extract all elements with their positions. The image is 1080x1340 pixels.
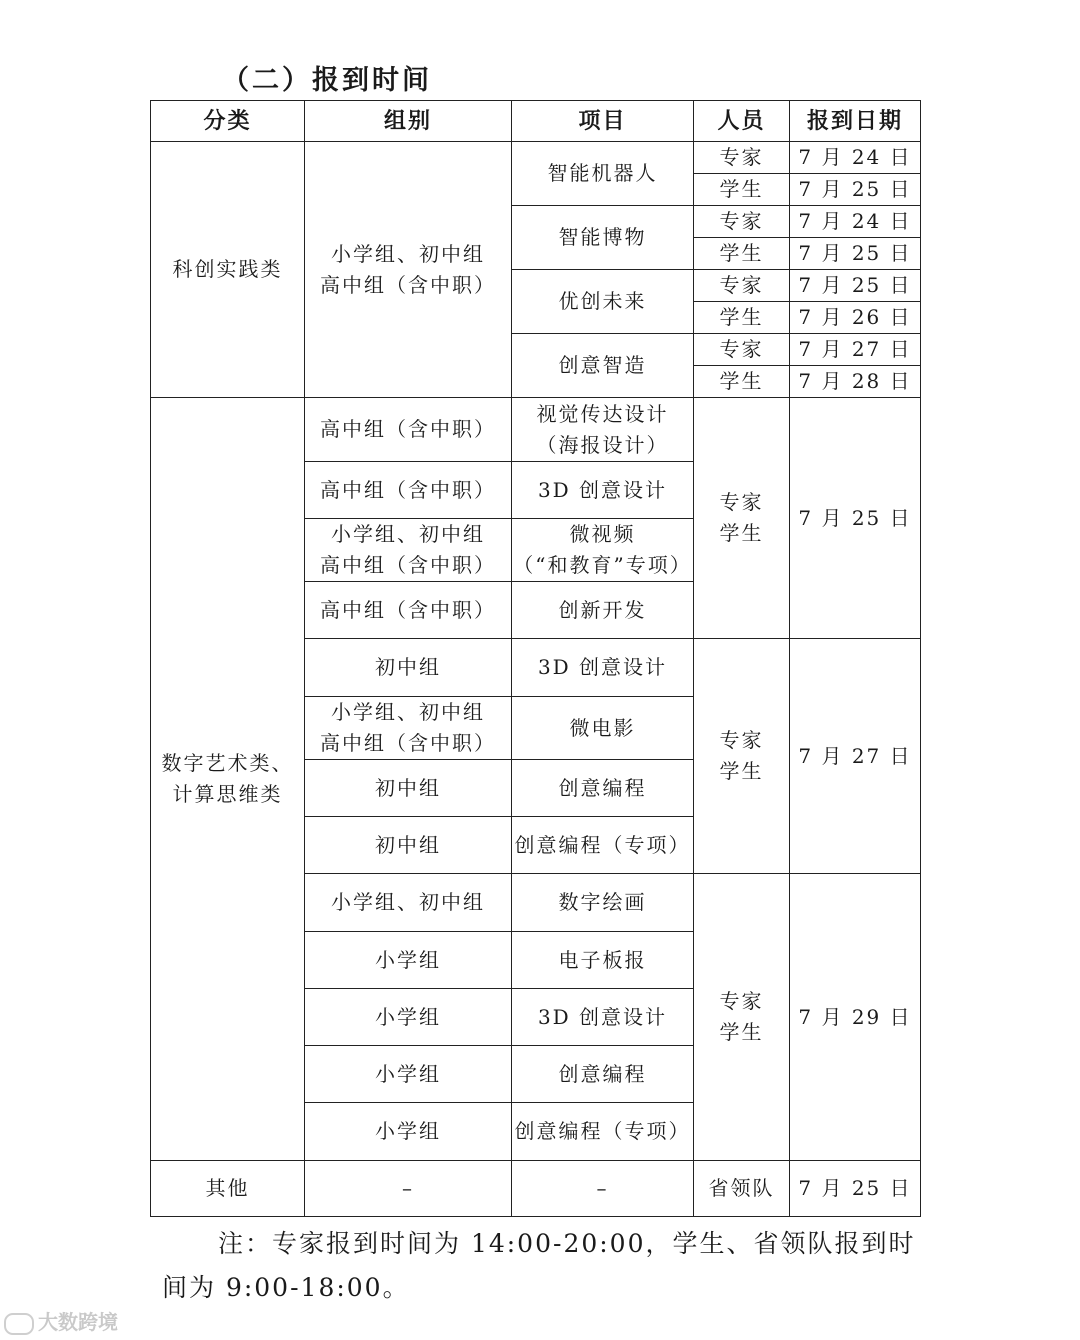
person-cell: 省领队	[694, 1161, 790, 1217]
item-line: （“和教育”专项）	[513, 553, 692, 577]
group-cell: 高中组（含中职）	[305, 462, 512, 519]
date-cell: 7 月 27 日	[790, 639, 921, 874]
date-cell: 7 月 25 日	[790, 1161, 921, 1217]
group-cell: 高中组（含中职）	[305, 398, 512, 462]
registration-schedule-table	[150, 100, 921, 1217]
table-header-row	[151, 101, 921, 142]
group-line: 小学组、初中组	[331, 700, 485, 724]
note-paragraph	[162, 1222, 922, 1310]
date-cell: 7 月 25 日	[790, 398, 921, 639]
item-cell	[512, 398, 694, 462]
date-cell: 7 月 25 日	[790, 238, 921, 270]
group-line: 高中组（含中职）	[320, 731, 496, 755]
item-line: （海报设计）	[536, 432, 669, 457]
category-cell: 其他	[151, 1161, 305, 1217]
group-cell: 高中组（含中职）	[305, 582, 512, 639]
group-cell	[305, 697, 512, 760]
item-cell: 智能机器人	[512, 142, 694, 206]
person-line: 学生	[719, 521, 764, 545]
category-line: 数字艺术类、	[161, 751, 294, 775]
person-cell: 专家	[694, 270, 790, 302]
watermark-text: 大数跨境	[38, 1310, 118, 1334]
item-cell: –	[512, 1161, 694, 1217]
group-cell: 初中组	[305, 817, 512, 874]
date-cell: 7 月 24 日	[790, 142, 921, 174]
item-cell: 数字绘画	[512, 874, 694, 932]
header-person: 人员	[694, 101, 790, 142]
person-cell: 专家	[694, 142, 790, 174]
item-cell: 创意智造	[512, 334, 694, 398]
date-cell: 7 月 29 日	[790, 874, 921, 1161]
person-line: 专家	[719, 490, 764, 514]
person-cell: 学生	[694, 238, 790, 270]
item-cell: 优创未来	[512, 270, 694, 334]
group-cell: –	[305, 1161, 512, 1217]
group-line: 小学组、初中组	[331, 522, 485, 546]
person-cell: 学生	[694, 302, 790, 334]
category-line: 计算思维类	[172, 782, 283, 806]
person-cell: 学生	[694, 366, 790, 398]
date-cell: 7 月 28 日	[790, 366, 921, 398]
person-line: 学生	[719, 1020, 764, 1044]
category-cell: 科创实践类	[151, 142, 305, 398]
person-cell: 专家	[694, 334, 790, 366]
item-line: 微视频	[569, 522, 636, 546]
item-cell	[512, 519, 694, 582]
header-item: 项目	[512, 101, 694, 142]
person-cell	[694, 639, 790, 874]
header-category: 分类	[151, 101, 305, 142]
person-cell: 学生	[694, 174, 790, 206]
note-line-1: 注：专家报到时间为 14:00-20:00，学生、省领队报到时	[218, 1229, 916, 1258]
group-line: 小学组、初中组	[331, 241, 485, 266]
item-cell: 创新开发	[512, 582, 694, 639]
category-cell	[151, 398, 305, 1161]
item-cell: 3D 创意设计	[512, 639, 694, 697]
group-cell	[305, 142, 512, 398]
group-cell: 初中组	[305, 760, 512, 817]
date-cell: 7 月 24 日	[790, 206, 921, 238]
table-row	[151, 142, 921, 174]
watermark-logo-icon	[4, 1313, 34, 1335]
section-title: （二）报到时间	[222, 65, 432, 96]
watermark	[4, 1306, 118, 1335]
date-cell: 7 月 25 日	[790, 174, 921, 206]
date-cell: 7 月 26 日	[790, 302, 921, 334]
item-cell: 创意编程	[512, 1046, 694, 1103]
person-line: 专家	[719, 989, 764, 1013]
item-line: 视觉传达设计	[536, 401, 669, 426]
item-cell: 微电影	[512, 697, 694, 760]
header-date: 报到日期	[790, 101, 921, 142]
item-cell: 电子板报	[512, 932, 694, 989]
person-cell	[694, 874, 790, 1161]
group-cell: 小学组、初中组	[305, 874, 512, 932]
item-cell: 智能博物	[512, 206, 694, 270]
group-line: 高中组（含中职）	[320, 553, 496, 577]
person-line: 专家	[719, 728, 764, 752]
group-cell: 小学组	[305, 1046, 512, 1103]
table-row	[151, 1161, 921, 1217]
group-cell: 小学组	[305, 1103, 512, 1161]
person-cell	[694, 398, 790, 639]
header-group: 组别	[305, 101, 512, 142]
item-cell: 3D 创意设计	[512, 462, 694, 519]
date-cell: 7 月 25 日	[790, 270, 921, 302]
date-cell: 7 月 27 日	[790, 334, 921, 366]
person-cell: 专家	[694, 206, 790, 238]
person-line: 学生	[719, 759, 764, 783]
item-cell: 创意编程	[512, 760, 694, 817]
group-cell	[305, 519, 512, 582]
table-row	[151, 398, 921, 462]
item-cell: 创意编程（专项）	[512, 817, 694, 874]
item-cell: 3D 创意设计	[512, 989, 694, 1046]
group-cell: 小学组	[305, 932, 512, 989]
group-cell: 初中组	[305, 639, 512, 697]
item-cell: 创意编程（专项）	[512, 1103, 694, 1161]
group-cell: 小学组	[305, 989, 512, 1046]
group-line: 高中组（含中职）	[320, 272, 496, 297]
note-line-2: 间为 9:00-18:00。	[162, 1273, 410, 1302]
